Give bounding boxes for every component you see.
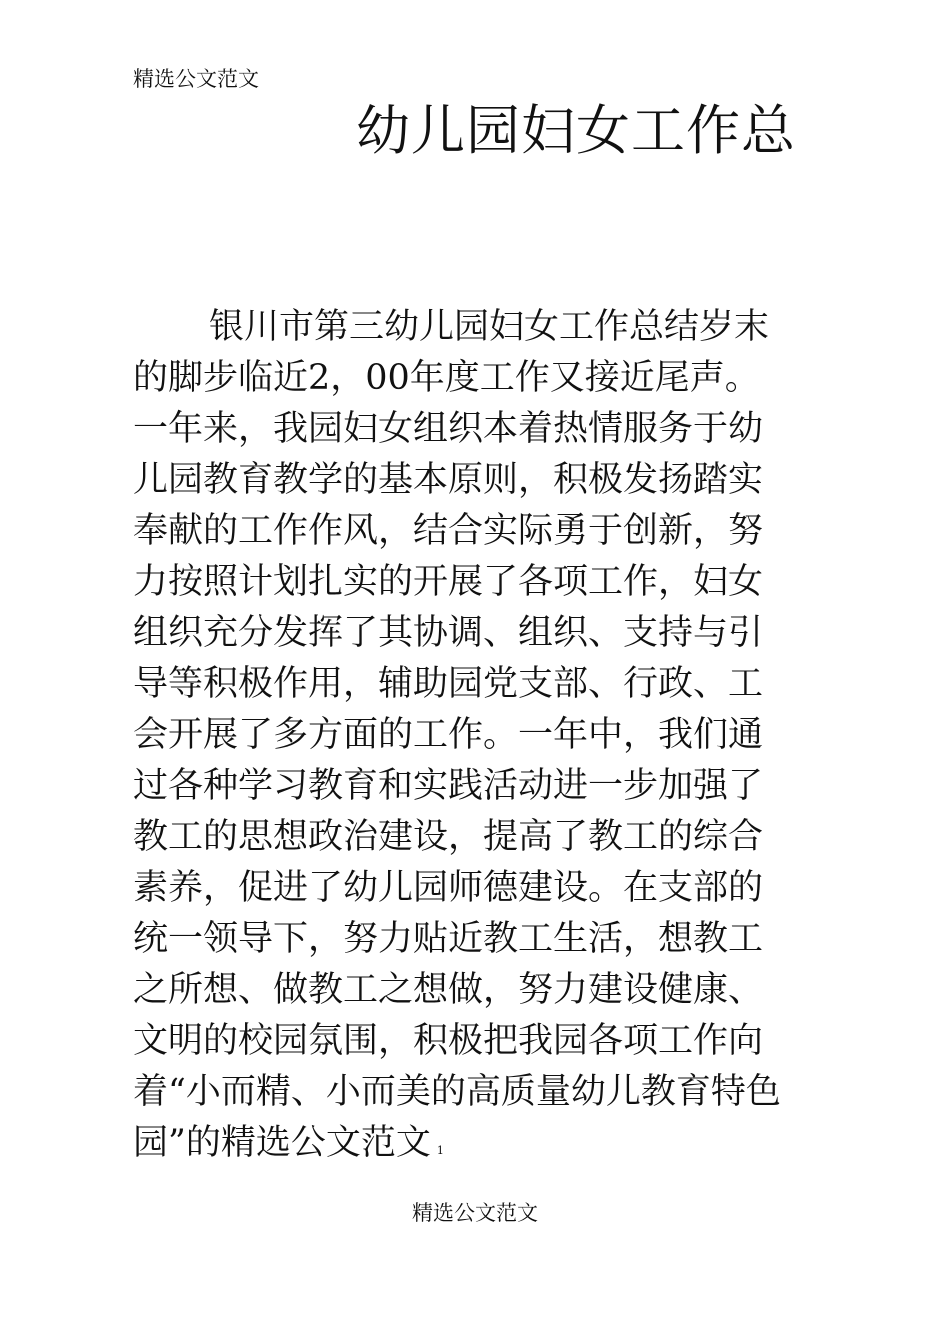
body-line: 之所想、做教工之想做，努力建设健康、 — [133, 970, 764, 1010]
body-line-last — [133, 1118, 853, 1169]
body-line: 导等积极作用，辅助园党支部、行政、工 — [133, 664, 764, 704]
document-title: 幼儿园妇女工作总 — [356, 99, 796, 162]
body-line: 儿园教育教学的基本原则，积极发扬踏实 — [133, 460, 764, 500]
body-line: 银川市第三幼儿园妇女工作总结岁末 — [209, 307, 770, 347]
body-line: 力按照计划扎实的开展了各项工作，妇女 — [133, 562, 764, 602]
body-line: 着“小而精、小而美的高质量幼儿教育特色 — [133, 1072, 781, 1112]
page-number: 1 — [436, 1144, 444, 1157]
body-line: 文明的校园氛围，积极把我园各项工作向 — [133, 1021, 764, 1061]
body-line: 过各种学习教育和实践活动进一步加强了 — [133, 766, 764, 806]
body-text — [133, 302, 853, 1169]
body-line: 教工的思想政治建设，提高了教工的综合 — [133, 817, 764, 857]
body-line-last-text: 园”的精选公文范文 — [133, 1123, 431, 1163]
body-line: 组织充分发挥了其协调、组织、支持与引 — [133, 613, 764, 653]
body-line: 的脚步临近2，00年度工作又接近尾声。 — [133, 358, 760, 398]
header-label: 精选公文范文 — [133, 67, 259, 91]
body-line: 素养，促进了幼儿园师德建设。在支部的 — [133, 868, 764, 908]
body-line: 会开展了多方面的工作。一年中，我们通 — [133, 715, 764, 755]
body-line: 统一领导下，努力贴近教工生活，想教工 — [133, 919, 764, 959]
body-line: 一年来，我园妇女组织本着热情服务于幼 — [133, 409, 764, 449]
body-line: 奉献的工作作风，结合实际勇于创新，努 — [133, 511, 764, 551]
footer-label: 精选公文范文 — [412, 1201, 538, 1225]
